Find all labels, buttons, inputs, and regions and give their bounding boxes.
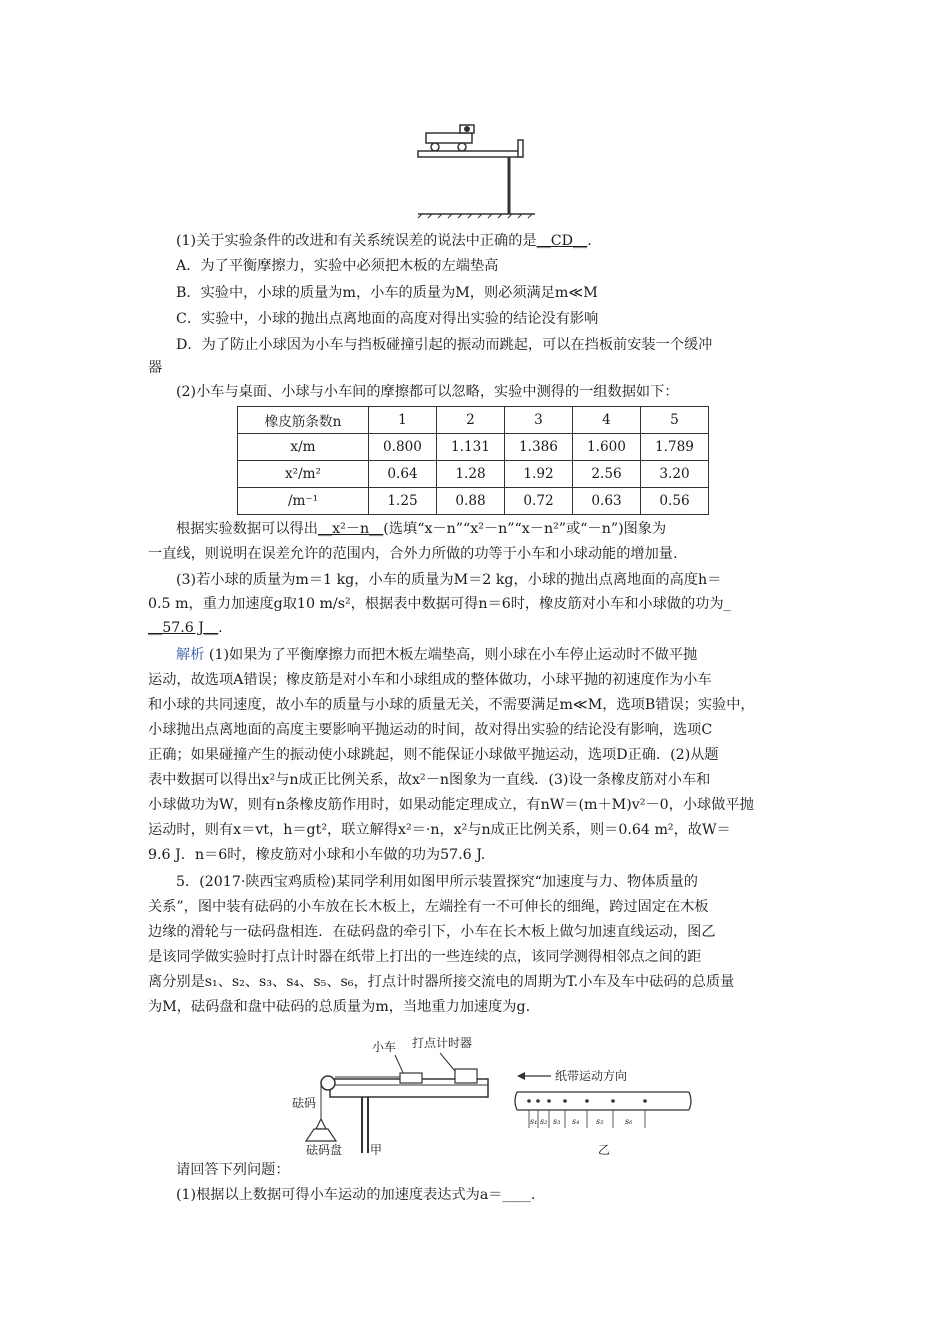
table-cell: 0.72	[505, 488, 573, 515]
problem5-prompt: 请回答下列问题：	[176, 1162, 290, 1178]
paper-tape-figure-yi	[505, 1062, 700, 1137]
label-car: 小车	[372, 1040, 397, 1054]
data-table	[237, 406, 709, 515]
table-row	[238, 488, 709, 515]
q1-option-d-cont: 器	[148, 360, 163, 376]
table-row	[238, 461, 709, 488]
table-cell: 1	[369, 407, 437, 434]
problem5-line: 关系”，图中装有砝码的小车放在长木板上，左端拴有一不可伸长的细绳，跨过固定在木板	[148, 899, 709, 915]
q2-answer: __x²－n__	[317, 521, 384, 537]
apparatus-figure-jia	[292, 1033, 500, 1158]
table-cell: 2	[437, 407, 505, 434]
problem5-line: 5．(2017·陕西宝鸡质检)某同学利用如图甲所示装置探究“加速度与力、物体质量的	[176, 874, 698, 890]
ball	[464, 126, 470, 132]
weight-pan	[306, 1129, 336, 1141]
baffle	[518, 140, 523, 157]
problem5-line: 边缘的滑轮与一砝码盘相连．在砝码盘的牵引下，小车在长木板上做匀加速直线运动，图乙	[148, 924, 716, 940]
table-cell: 3.20	[641, 461, 709, 488]
q3-line2: 0.5 m，重力加速度g取10 m/s²，根据表中数据可得n＝6时，橡皮筋对小车和小球做的功为_	[148, 596, 731, 612]
q2-conclusion: 根据实验数据可以得出__x²－n__(选填“x－n”“x²－n”“x－n²”或“－n”)图象为	[176, 521, 667, 537]
table-cell: 1.131	[437, 434, 505, 461]
cart-on-table-figure	[410, 118, 550, 218]
table-cell: 0.800	[369, 434, 437, 461]
table-top	[418, 151, 522, 157]
table-cell: 2.56	[573, 461, 641, 488]
tape-dots	[527, 1099, 647, 1103]
solution-line: 9.6 J．n＝6时，橡皮筋对小球和小车做的功为57.6 J.	[148, 847, 486, 863]
table-cell: 0.56	[641, 488, 709, 515]
solution-line: 小球做功为W，则有n条橡皮筋作用时，如果动能定理成立，有nW＝(m＋M)v²－0，小球做平抛	[148, 797, 754, 813]
solution-line: 运动时，则有x＝vt，h＝gt²，联立解得x²＝·n，x²与n成正比例关系，则＝0.64 m²，故W＝	[148, 822, 731, 838]
table-cell: 1.386	[505, 434, 573, 461]
table-cell: x/m	[238, 434, 369, 461]
solution-label: 解析	[176, 647, 205, 663]
label-tape-direction: 纸带运动方向	[555, 1069, 628, 1083]
table-cell: x²/m²	[238, 461, 369, 488]
q2-conclusion-cont: 一直线，则说明在误差允许的范围内，合外力所做的功等于小车和小球动能的增加量.	[148, 546, 678, 562]
table-cell: /m⁻¹	[238, 488, 369, 515]
cart-wheel-right	[458, 143, 466, 151]
problem5-q1: (1)根据以上数据可得小车运动的加速度表达式为a＝____.	[176, 1187, 536, 1203]
table-cell: 1.92	[505, 461, 573, 488]
q1-option-b: B．实验中，小球的质量为m，小车的质量为M，则必须满足m≪M	[176, 285, 598, 301]
problem5-line: 为M，砝码盘和盘中砝码的总质量为m，当地重力加速度为g.	[148, 999, 531, 1015]
tape-segment-label: s₃	[553, 1117, 561, 1126]
q3-answer-line: __57.6 J__.	[148, 620, 223, 636]
tape-segment-label: s₄	[572, 1117, 580, 1126]
weight	[316, 1119, 326, 1129]
table-cell: 5	[641, 407, 709, 434]
q2-intro: (2)小车与桌面、小球与小车间的摩擦都可以忽略，实验中测得的一组数据如下：	[176, 384, 679, 400]
problem5-line: 离分别是s₁、s₂、s₃、s₄、s₅、s₆，打点计时器所接交流电的周期为T.小车及车中砝码的总质量	[148, 974, 735, 990]
table-cell: 橡皮筋条数n	[238, 407, 369, 434]
table-cell: 0.88	[437, 488, 505, 515]
timer	[455, 1069, 477, 1083]
solution-line: 正确；如果碰撞产生的振动使小球跳起，则不能保证小球做平抛运动，选项D正确．(2)从题	[148, 747, 719, 763]
table-row	[238, 407, 709, 434]
tape-segment-label: s₂	[540, 1117, 548, 1126]
solution-line: 表中数据可以得出x²与n成正比例关系，故x²－n图象为一直线．(3)设一条橡皮筋对小车和	[148, 772, 711, 788]
q1-option-c: C．实验中，小球的抛出点离地面的高度对得出实验的结论没有影响	[176, 311, 599, 327]
label-yi: 乙	[598, 1143, 611, 1157]
q1-option-d: D．为了防止小球因为小车与挡板碰撞引起的振动而跳起，可以在挡板前安装一个缓冲	[176, 337, 713, 353]
label-timer: 打点计时器	[412, 1036, 473, 1050]
q3-line1: (3)若小球的质量为m＝1 kg，小车的质量为M＝2 kg，小球的抛出点离地面的高度h＝	[176, 572, 722, 588]
problem5-line: 是该同学做实验时打点计时器在纸带上打出的一些连续的点，该同学测得相邻点之间的距	[148, 949, 702, 965]
pulley	[321, 1076, 335, 1090]
table-cell: 1.600	[573, 434, 641, 461]
tape-segment-label: s₁	[530, 1117, 538, 1126]
table-cell: 0.63	[573, 488, 641, 515]
table-cell: 1.789	[641, 434, 709, 461]
table-cell: 4	[573, 407, 641, 434]
cart-wheel-left	[431, 143, 439, 151]
label-weight: 砝码	[292, 1096, 317, 1110]
q1-answer: __CD__	[536, 233, 588, 249]
table-row	[238, 434, 709, 461]
solution-line: 小球抛出点离地面的高度主要影响平抛运动的时间，故对得出实验的结论没有影响，选项C	[148, 722, 713, 738]
table-cell: 0.64	[369, 461, 437, 488]
table-cell: 1.28	[437, 461, 505, 488]
q1-option-a: A．为了平衡摩擦力，实验中必须把木板的左端垫高	[176, 258, 499, 274]
q1-stem: (1)关于实验条件的改进和有关系统误差的说法中正确的是__CD__.	[176, 233, 592, 249]
tape-segment-label: s₅	[596, 1117, 604, 1126]
solution-line: 运动，故选项A错误；橡皮筋是对小车和小球组成的整体做功，小球平抛的初速度作为小车	[148, 672, 712, 688]
q3-answer: __57.6 J__	[148, 620, 219, 636]
solution-line: 解析 (1)如果为了平衡摩擦力而把木板左端垫高，则小球在小车停止运动时不做平抛	[176, 647, 698, 663]
cart-body	[426, 133, 472, 143]
tape-segment-label: s₆	[625, 1117, 633, 1126]
label-jia: 甲	[370, 1143, 383, 1157]
table-cell: 3	[505, 407, 573, 434]
cart-jia	[400, 1073, 422, 1083]
label-pan: 砝码盘	[306, 1143, 343, 1157]
table-cell: 1.25	[369, 488, 437, 515]
solution-line: 和小球的共同速度，故小车的质量与小球的质量无关，不需要满足m≪M，选项B错误；实验中，	[148, 697, 755, 713]
